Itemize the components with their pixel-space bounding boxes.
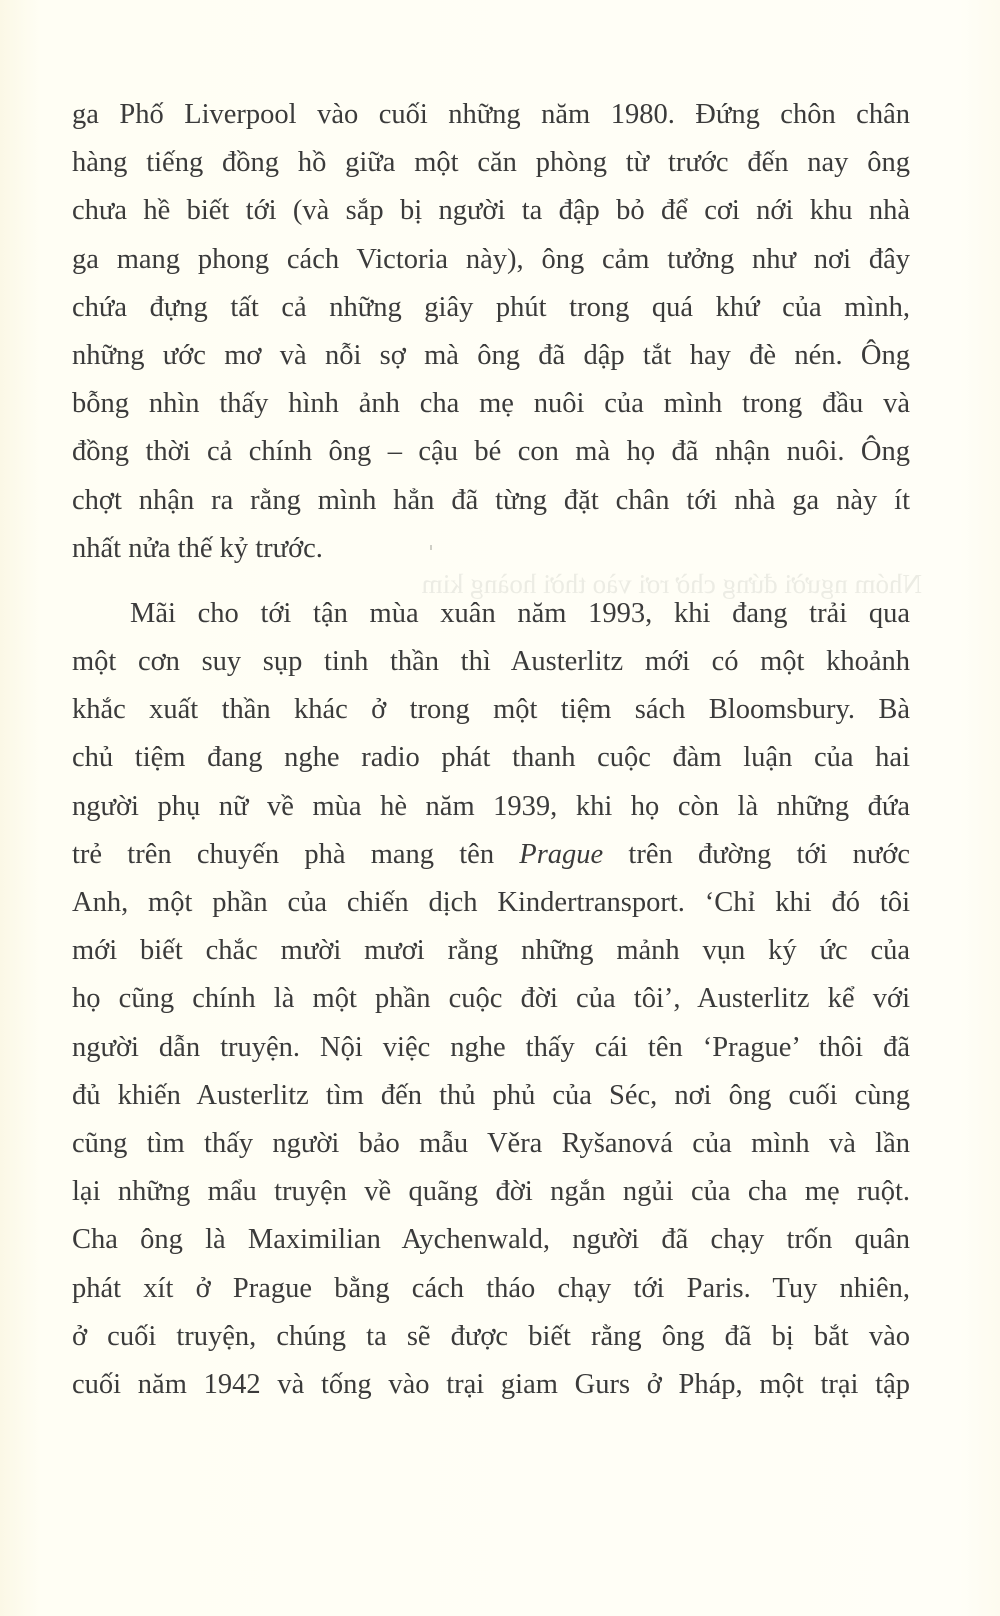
text-line: đồng thời cả chính ông – cậu bé con mà họ đã nhận nuôi. Ông <box>72 436 910 468</box>
text-line: nhất nửa thế kỷ trước. <box>72 532 323 564</box>
text-line: ga mang phong cách Victoria này), ông cảm tưởng như nơi đây <box>72 243 910 275</box>
text-line: ở cuối truyện, chúng ta sẽ được biết rằng ông đã bị bắt vào <box>72 1320 910 1352</box>
text-line: chưa hề biết tới (và sắp bị người ta đập bỏ để cơi nới khu nhà <box>72 195 910 227</box>
text-line: bỗng nhìn thấy hình ảnh cha mẹ nuôi của mình trong đầu và <box>72 388 910 420</box>
text-line: chợt nhận ra rằng mình hẳn đã từng đặt chân tới nhà ga này ít <box>72 484 910 516</box>
text-line: chủ tiệm đang nghe radio phát thanh cuộc đàm luận của hai <box>72 742 910 774</box>
text-line: ga Phố Liverpool vào cuối những năm 1980. Đứng chôn chân <box>72 99 910 130</box>
text-line: Anh, một phần của chiến dịch Kindertransport. ‘Chỉ khi đó tôi <box>72 887 910 918</box>
text-line: những ước mơ và nỗi sợ mà ông đã dập tắt hay đè nén. Ông <box>72 339 910 371</box>
show-through-line: Nhóm người đứng chờ rơi vào thời hoàng kim <box>421 569 922 599</box>
text-line: người phụ nữ về mùa hè năm 1939, khi họ còn là những đứa <box>72 790 910 822</box>
body-text <box>72 91 910 1409</box>
text-line: khắc xuất thần khác ở trong một tiệm sách Bloomsbury. Bà <box>72 694 910 726</box>
text-segment: trên đường tới nước <box>603 838 910 870</box>
text-line: cũng tìm thấy người bảo mẫu Věra Ryšanová của mình và lần <box>72 1127 910 1159</box>
text-line: phát xít ở Prague bằng cách tháo chạy tới Paris. Tuy nhiên, <box>72 1272 910 1304</box>
text-line: người dẫn truyện. Nội việc nghe thấy cái tên ‘Prague’ thôi đã <box>72 1031 910 1063</box>
paragraph-2 <box>72 590 910 1409</box>
ferry-name-italic: Prague <box>519 838 604 870</box>
text-line: cuối năm 1942 và tống vào trại giam Gurs ở Pháp, một trại tập <box>72 1368 910 1400</box>
text-line: họ cũng chính là một phần cuộc đời của tôi’, Austerlitz kể với <box>72 983 910 1015</box>
paragraph-gap <box>72 573 910 590</box>
text-line: hàng tiếng đồng hồ giữa một căn phòng từ trước đến nay ông <box>72 147 910 179</box>
text-line: chứa đựng tất cả những giây phút trong quá khứ của mình, <box>72 291 910 323</box>
text-line: mới biết chắc mười mươi rằng những mảnh vụn ký ức của <box>72 935 910 967</box>
text-line: Cha ông là Maximilian Aychenwald, người đã chạy trốn quân <box>72 1224 910 1256</box>
paragraph-1 <box>72 91 910 573</box>
text-line: đủ khiến Austerlitz tìm đến thủ phủ của Séc, nơi ông cuối cùng <box>72 1079 910 1111</box>
text-line: lại những mẩu truyện về quãng đời ngắn ngủi của cha mẹ ruột. <box>72 1176 910 1208</box>
text-line-with-italic <box>72 831 910 879</box>
text-line: một cơn suy sụp tinh thần thì Austerlitz mới có một khoảnh <box>72 646 910 678</box>
text-segment: trẻ trên chuyến phà mang tên <box>72 838 520 870</box>
text-line: Mãi cho tới tận mùa xuân năm 1993, khi đang trải qua <box>130 597 910 629</box>
